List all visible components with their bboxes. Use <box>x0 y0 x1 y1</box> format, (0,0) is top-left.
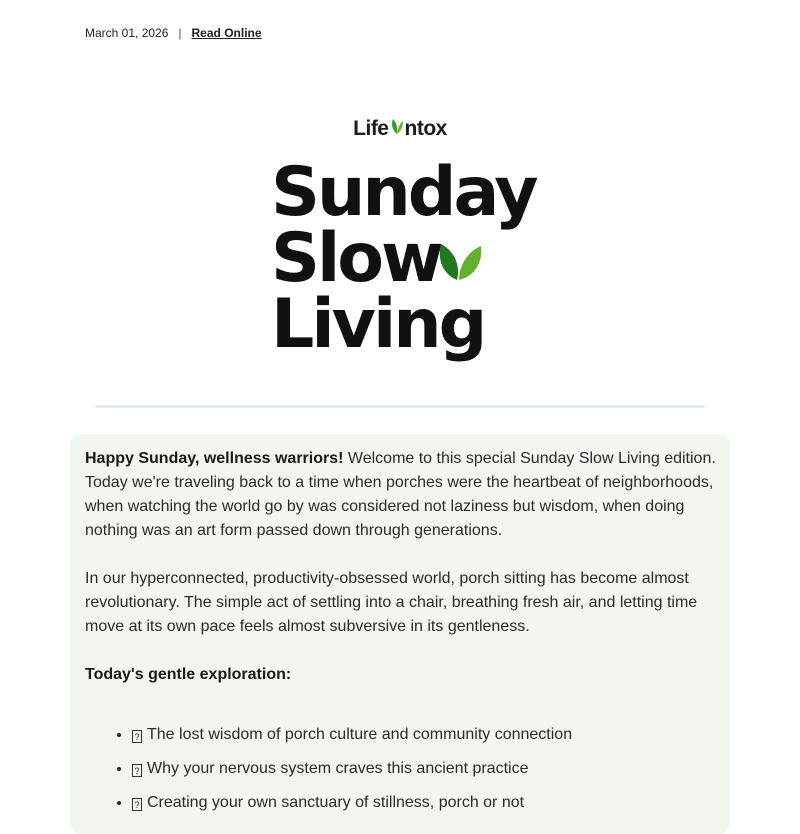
list-item <box>132 757 717 781</box>
brand-name-part1: Life <box>353 117 389 140</box>
intro-paragraph-1-text: Welcome to this special Sunday Slow Living edition. Today we're traveling back to a time when porches were the heartbeat of neighborhoods, when watching the world go by was considered not laziness but wisdom, when doing nothing was an art form passed down through generations. <box>85 450 716 539</box>
section-divider <box>95 405 705 408</box>
list-item <box>132 723 717 747</box>
emoji-icon: ? <box>132 730 142 743</box>
header-separator: | <box>178 26 182 40</box>
read-online-link[interactable]: Read Online <box>191 26 262 40</box>
hero-line-3: Living <box>271 285 485 364</box>
hero-line-2: Slow <box>271 219 441 298</box>
hero-line-1: Sunday <box>271 153 536 232</box>
brand-leaf-icon <box>390 117 404 141</box>
section-heading: Today's gentle exploration: <box>85 666 292 683</box>
emoji-icon: ? <box>132 764 142 777</box>
list-item-text: Why your nervous system craves this ancient practice <box>147 760 529 777</box>
header-bar <box>85 26 262 40</box>
brand-name-part2: ntox <box>404 117 447 140</box>
intro-paragraph-2: In our hyperconnected, productivity-obsessed world, porch sitting has become almost revolutionary. The simple act of settling into a chair, breathing fresh air, and letting time move at its own pace feels almost subversive in its gentleness. <box>85 570 698 635</box>
list-item-text: The lost wisdom of porch culture and community connection <box>147 726 573 743</box>
emoji-icon: ? <box>132 798 142 811</box>
brand-logo <box>0 117 800 141</box>
greeting-text: Happy Sunday, wellness warriors! <box>85 450 344 467</box>
topics-list <box>85 723 717 815</box>
list-item-text: Creating your own sanctuary of stillness, porch or not <box>147 794 525 811</box>
intro-paragraph-1 <box>85 447 717 543</box>
hero-leaves-icon <box>435 236 485 288</box>
list-item <box>132 791 717 815</box>
hero-title <box>271 153 541 364</box>
intro-content <box>85 447 717 825</box>
intro-card <box>70 434 730 834</box>
issue-date: March 01, 2026 <box>85 26 169 40</box>
